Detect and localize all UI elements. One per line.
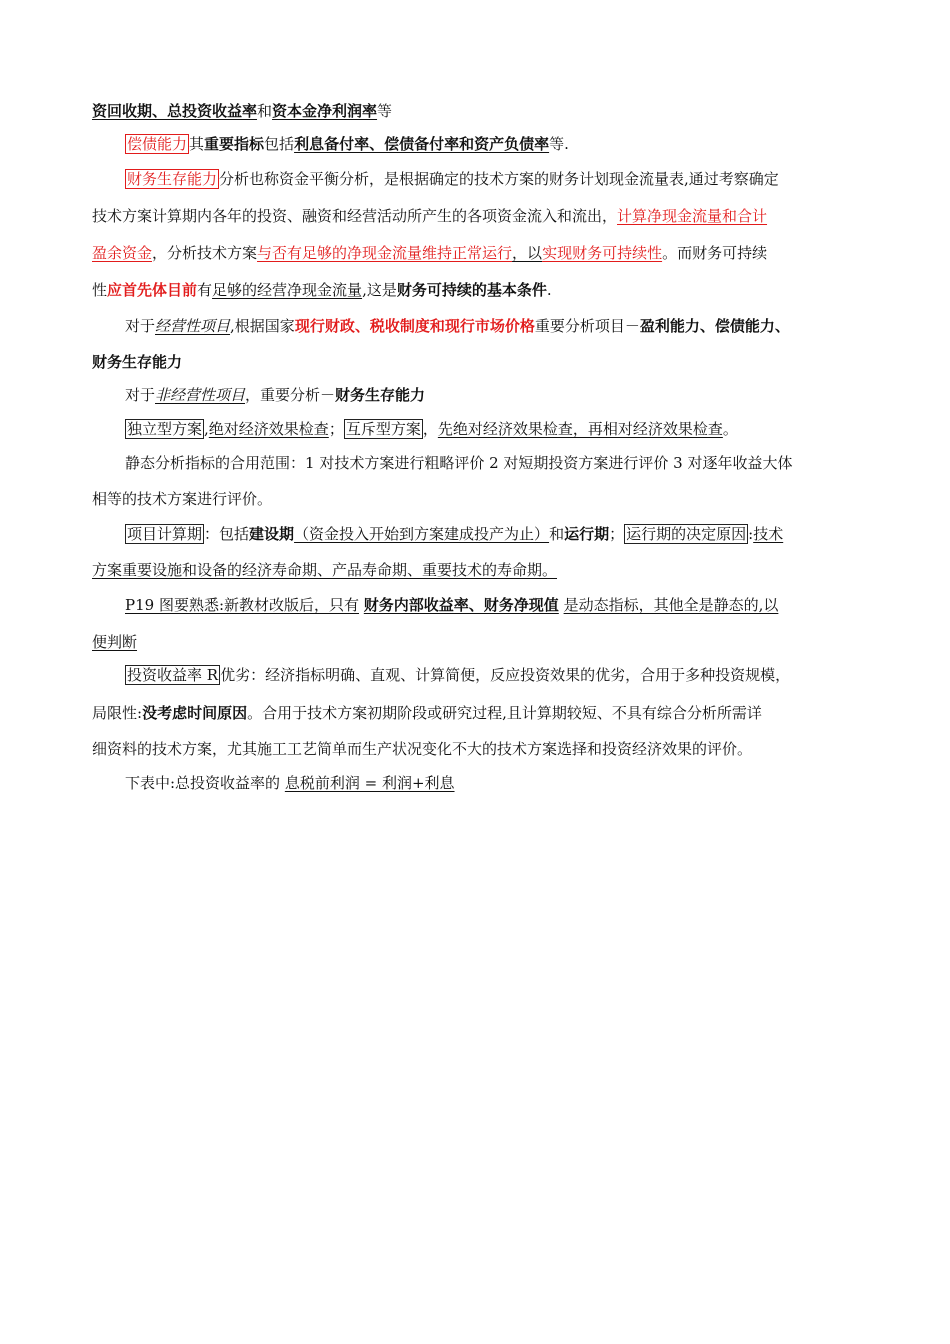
text-underline: ，以 xyxy=(512,244,543,262)
boxed-term: 运行期的决定原因 xyxy=(626,525,747,543)
text-underline: 便判断 xyxy=(92,633,138,651)
boxed-term: 投资收益率 R xyxy=(127,666,219,684)
text-underline: 是动态指标，其他全是静态的,以 xyxy=(563,596,779,614)
text: 静态分析指标的合用范围：1 对技术方案进行粗略评价 2 对短期投资方案进行评价 3 对逐年收益大体 xyxy=(125,454,793,472)
text-bold: 财务生存能力 xyxy=(92,353,183,371)
text: 包括 xyxy=(264,135,295,153)
text: 技术方案计算期内各年的投资、融资和经营活动所产生的各项资金流入和流出， xyxy=(92,207,618,225)
text-bold: 利息备付率、偿债备付率和资产负债率 xyxy=(294,135,550,153)
text: ； xyxy=(609,525,625,543)
boxed-term: 独立型方案 xyxy=(127,420,203,438)
text: ,根据国家 xyxy=(230,317,295,335)
text: 优劣：经济指标明确、直观、计算简便，反应投资效果的优劣，合用于多种投资规模， xyxy=(220,666,791,684)
paragraph-7-line-2 xyxy=(92,482,862,517)
text: 局限性: xyxy=(92,704,143,722)
text-bold: 盈利能力、偿债能力、 xyxy=(639,317,790,335)
paragraph-8-line-2 xyxy=(92,553,862,588)
text-bold: 建设期 xyxy=(249,525,295,543)
text: 等 xyxy=(377,102,393,120)
text: 和 xyxy=(257,102,273,120)
text: 细资料的技术方案，尤其施工工艺简单而生产状况变化不大的技术方案选择和投资经济效果的评价。 xyxy=(92,740,753,758)
paragraph-8-line-1 xyxy=(92,517,862,552)
text: 对于 xyxy=(125,317,156,335)
text-underline: 方案重要设施和设备的经济寿命期、产品寿命期、重要技术的寿命期。 xyxy=(92,561,558,579)
text-bold: 财务生存能力 xyxy=(335,386,426,404)
text: 有 xyxy=(197,281,213,299)
text-bold: 资回收期、总投资收益率 xyxy=(92,102,258,120)
text: 和 xyxy=(549,525,565,543)
boxed-term: 项目计算期 xyxy=(127,525,203,543)
text-red-underline: 实现财务可持续性 xyxy=(542,244,663,262)
paragraph-3-line-4 xyxy=(92,273,862,308)
text: 性 xyxy=(92,281,108,299)
text-red-underline: 计算净现金流量和合计 xyxy=(617,207,768,225)
text-underline: P19 图要熟悉:新教材改版后，只有 xyxy=(125,596,360,614)
paragraph-10-line-1 xyxy=(92,658,862,693)
text: ，分析技术方案 xyxy=(152,244,258,262)
text: ， xyxy=(422,420,438,438)
text-italic-underline: 经营性项目 xyxy=(155,317,231,335)
text: 。 xyxy=(722,420,738,438)
text: 。合用于技术方案初期阶段或研究过程,且计算期较短、不具有综合分析所需详 xyxy=(247,704,762,722)
text: 等. xyxy=(549,135,569,153)
text: 。而财务可持续 xyxy=(662,244,768,262)
paragraph-10-line-3 xyxy=(92,732,862,767)
text: ,这是 xyxy=(362,281,397,299)
paragraph-10-line-2 xyxy=(92,696,862,731)
boxed-term-red: 偿债能力 xyxy=(127,135,188,153)
paragraph-9-line-1 xyxy=(92,588,862,623)
paragraph-2 xyxy=(92,127,862,162)
text-bold-underline: 财务内部收益率、财务净现值 xyxy=(363,596,559,614)
text: 下表中:总投资收益率的 xyxy=(125,774,281,792)
text-underline: 先绝对经济效果检查，再相对经济效果检查 xyxy=(437,420,723,438)
text-red-bold: 现行财政、税收制度和现行市场价格 xyxy=(294,317,535,335)
text-underline: 足够的经营净现金流量 xyxy=(212,281,363,299)
text-bold: 资本金净利润率 xyxy=(272,102,378,120)
paragraph-1 xyxy=(92,94,862,129)
boxed-term-red: 财务生存能力 xyxy=(127,170,218,188)
text: , xyxy=(204,420,209,438)
paragraph-7-line-1 xyxy=(92,446,862,481)
paragraph-9-line-2 xyxy=(92,625,862,660)
text: 相等的技术方案进行评价。 xyxy=(92,490,273,508)
text-italic-underline: 非经营性项目 xyxy=(155,386,246,404)
paragraph-3-line-3 xyxy=(92,236,862,271)
paragraph-5 xyxy=(92,378,862,413)
paragraph-3-line-2 xyxy=(92,199,862,234)
text-red-underline: 盈余资金 xyxy=(92,244,153,262)
text: 重要分析项目－ xyxy=(534,317,640,335)
text-underline: 绝对经济效果检查 xyxy=(208,420,329,438)
paragraph-4-line-2 xyxy=(92,345,862,380)
text-underline: 技术 xyxy=(753,525,784,543)
paragraph-3-line-1 xyxy=(92,162,862,197)
text: ，重要分析－ xyxy=(245,386,336,404)
text-underline: （资金投入开始到方案建成投产为止） xyxy=(294,525,550,543)
text-bold: 重要指标 xyxy=(204,135,265,153)
text: 其 xyxy=(189,135,205,153)
text: . xyxy=(546,281,552,299)
paragraph-4-line-1 xyxy=(92,309,862,344)
text-bold: 没考虑时间原因 xyxy=(142,704,248,722)
text: ：包括 xyxy=(204,525,250,543)
text: : xyxy=(748,525,754,543)
text: 对于 xyxy=(125,386,156,404)
paragraph-11 xyxy=(92,766,862,801)
boxed-term: 互斥型方案 xyxy=(345,420,421,438)
text: 分析也称资金平衡分析，是根据确定的技术方案的财务计划现金流量表,通过考察确定 xyxy=(219,170,779,188)
text: ； xyxy=(328,420,344,438)
text-underline: 息税前利润 = 利润+利息 xyxy=(284,774,455,792)
paragraph-6 xyxy=(92,412,862,447)
text-red-underline: 与否有足够的净现金流量维持正常运行 xyxy=(257,244,513,262)
text-bold: 运行期 xyxy=(564,525,610,543)
text-bold: 财务可持续的基本条件 xyxy=(396,281,547,299)
text-red-bold: 应首先体目前 xyxy=(107,281,198,299)
